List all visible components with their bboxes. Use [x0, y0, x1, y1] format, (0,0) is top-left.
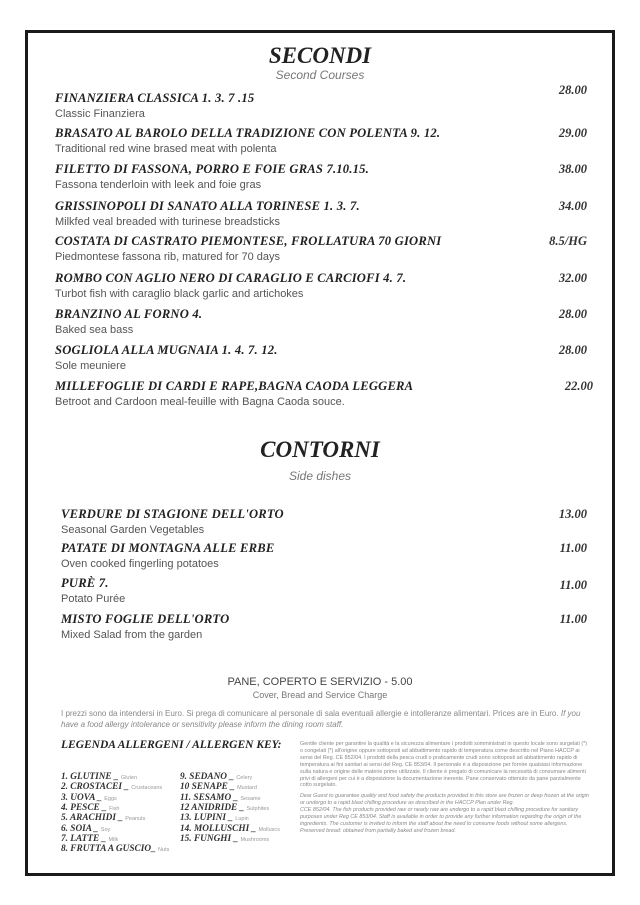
menu-item-description: Classic Finanziera: [55, 108, 145, 120]
menu-item-name: FINANZIERA CLASSICA 1. 3. 7 .15: [55, 91, 255, 105]
menu-item-description: Oven cooked fingerling potatoes: [61, 558, 219, 570]
allergen-item: [61, 824, 110, 834]
allergen-english: Sulphites: [246, 805, 270, 812]
allergen-english: Milk: [108, 836, 119, 843]
contorni-title: CONTORNI: [260, 437, 380, 462]
menu-item-price: 28.00: [558, 83, 587, 97]
menu-item-name: PURÈ 7.: [61, 576, 109, 590]
menu-item-price: 38.00: [558, 162, 587, 176]
menu-item-description: Seasonal Garden Vegetables: [61, 524, 205, 536]
menu-item-name: COSTATA DI CASTRATO PIEMONTESE, FROLLATURA 70 GIORNI: [55, 234, 442, 248]
allergen-italian: 7. LATTE _: [61, 833, 107, 844]
menu-item-description: Sole meuniere: [55, 360, 126, 372]
menu-item-description: Baked sea bass: [55, 324, 134, 336]
allergen-item: [180, 803, 269, 813]
allergen-italian: 12 ANIDRIDE _: [180, 802, 245, 813]
allergen-item: [180, 813, 249, 823]
menu-item-price: 22.00: [564, 379, 593, 393]
contorni-subtitle: Side dishes: [288, 469, 352, 483]
allergen-english: Sesame: [240, 795, 261, 802]
allergen-italian: 11. SESAMO _: [180, 792, 239, 803]
allergen-english: Mustard: [237, 785, 257, 792]
allergen-item: [61, 844, 169, 854]
allergen-english: Celery: [236, 775, 253, 781]
allergen-italian: 4. PESCE _: [61, 802, 107, 813]
allergen-item: [61, 793, 117, 803]
menu-item-price: 11.00: [559, 578, 587, 592]
allergen-italian: 5. ARACHIDI _: [61, 813, 123, 824]
allergen-item: [180, 834, 269, 844]
menu-item-name: VERDURE DI STAGIONE DELL'ORTO: [61, 507, 284, 521]
allergen-english: Lupin: [235, 816, 249, 823]
allergen-italian: 6. SOIA _: [61, 823, 99, 834]
allergen-italian: 8. FRUTTA A GUSCIO_: [61, 844, 156, 855]
menu-item-description: Betroot and Cardoon meal-feuille with Bagna Caoda souce.: [55, 396, 345, 408]
allergen-english: Crustaceans: [131, 785, 163, 792]
menu-item-description: Mixed Salad from the garden: [61, 629, 203, 641]
menu-item-price: 29.00: [558, 126, 587, 140]
menu-item-price: 8.5/HG: [549, 234, 587, 248]
menu-item-name: MILLEFOGLIE DI CARDI E RAPE,BAGNA CAODA LEGGERA: [55, 379, 414, 393]
allergen-english: Mushrooms: [240, 836, 270, 843]
allergen-item: [61, 772, 137, 782]
menu-item-description: Fassona tenderloin with leek and foie gras: [55, 179, 262, 191]
notice-italian: I prezzi sono da intendersi in Euro. Si prega di comunicare al personale di sala eventuali allergie e intolleranze alimentari. Prices are in Euro.: [61, 709, 559, 718]
allergen-english: Nuts: [158, 847, 170, 854]
menu-item-name: GRISSINOPOLI DI SANATO ALLA TORINESE 1. 3. 7.: [55, 199, 360, 213]
menu-item-price: 11.00: [559, 541, 587, 555]
menu-item-name: SOGLIOLA ALLA MUGNAIA 1. 4. 7. 12.: [55, 343, 278, 357]
allergen-legend-title: LEGENDA ALLERGENI / ALLERGEN KEY:: [61, 739, 282, 751]
allergen-english: Soy: [100, 826, 111, 833]
menu-item-description: Traditional red wine brased meat with polenta: [55, 143, 277, 155]
menu-item-name: FILETTO DI FASSONA, PORRO E FOIE GRAS 7.10.15.: [55, 162, 369, 176]
menu-item-name: PATATE DI MONTAGNA ALLE ERBE: [61, 541, 275, 555]
allergen-italian: 1. GLUTINE _: [61, 772, 119, 782]
allergen-english: Molluscs: [258, 826, 280, 833]
allergen-italian: 14. MOLLUSCHI _: [180, 823, 257, 834]
secondi-subtitle: Second Courses: [275, 68, 365, 82]
menu-item-description: Milkfed veal breaded with turinese breadsticks: [55, 216, 281, 228]
menu-item-price: 11.00: [559, 612, 587, 626]
allergen-item: [61, 813, 145, 823]
allergen-english: Eggs: [104, 795, 117, 802]
menu-item-price: 13.00: [558, 507, 587, 521]
allergen-item: [61, 834, 118, 844]
allergen-item: [180, 793, 261, 803]
allergen-italian: 15. FUNGHI _: [180, 833, 239, 844]
legal-english-1: Dear Guest to guarantee quality and food safety the products provided in this store are frozen or deep frozen at the origin or undergo to a rapid blast chilling procedure as described in the HACCP Plan under Reg.: [300, 793, 589, 807]
menu-item-price: 34.00: [558, 199, 587, 213]
allergen-italian: 13. LUPINI _: [180, 813, 233, 824]
menu-item-price: 28.00: [558, 307, 587, 321]
legal-disclaimer: [300, 741, 590, 839]
allergy-notice: [61, 709, 591, 730]
menu-item-name: MISTO FOGLIE DELL'ORTO: [61, 612, 230, 626]
notice-english: If you have a food allergy intolerance or sensitivity please inform the dining room staff.: [61, 709, 581, 729]
allergen-italian: 3. UOVA _: [61, 792, 102, 803]
menu-item-description: Piedmontese fassona rib, matured for 70 days: [55, 251, 281, 263]
menu-item-description: Turbot fish with caraglio black garlic and artichokes: [55, 288, 304, 300]
legal-italian: Gentile cliente per garantire la qualità e la sicurezza alimentare i prodotti somministrati in questo locale sono surgelati (*) o congelati (*) all'origine oppure sottoposti ad abbattimento rapido di temperatura come descritto nel Piano HACCP ai sensi del Reg. CE 852/04. I prodotti della pesca crudi o praticamente crudi sono sottoposti ad abbattimento rapido di temperatura ai fini sanitari ai sensi del Reg. CE 853/04. Il personale è a disposizione per fornire qualsiasi informazione sulla natura e origine delle materie prime utilizzate. Il cliente è pregato di comunicare la necessità di consumare alimenti privi di allergeni per cui è a disposizione la documentazione inerente. Pane conservato ottenuto da pane parzialmente cotto surgelato.: [300, 741, 588, 789]
menu-item-description: Potato Purée: [61, 593, 126, 605]
menu-item-name: ROMBO CON AGLIO NERO DI CARAGLIO E CARCIOFI 4. 7.: [55, 271, 407, 285]
allergen-item: [61, 803, 119, 813]
allergen-italian: 2. CROSTACEI _: [61, 782, 129, 793]
allergen-english: Gluten: [120, 775, 138, 781]
allergen-italian: 10 SENAPE _: [180, 782, 235, 793]
allergen-item: [180, 824, 280, 834]
secondi-title: SECONDI: [268, 43, 372, 68]
menu-item-name: BRASATO AL BAROLO DELLA TRADIZIONE CON POLENTA 9. 12.: [55, 126, 441, 140]
legal-english-2: CCE 852/04. The fish products provided raw or nearly raw are undergo to a rapid blast chilling procedure for sanitary purposes under Reg CE 853/04. Staff is available in order to provide any further information regarding the origin of the ingredients. The customer is invited to inform the staff about the need to consume foods without some allergens. Preserved bread: obtained from partially baked and frozen bread.: [300, 807, 582, 834]
allergen-english: Peanuts: [125, 816, 146, 823]
allergen-item: [180, 772, 252, 782]
menu-item-price: 28.00: [558, 343, 587, 357]
allergen-item: [61, 782, 162, 792]
cover-charge-subtitle: Cover, Bread and Service Charge: [252, 690, 388, 700]
cover-charge-title: PANE, COPERTO E SERVIZIO - 5.00: [227, 676, 413, 688]
allergen-italian: 9. SEDANO _: [180, 772, 234, 782]
menu-item-name: BRANZINO AL FORNO 4.: [55, 307, 203, 321]
menu-item-price: 32.00: [558, 271, 587, 285]
allergen-item: [180, 782, 257, 792]
allergen-english: Fish: [109, 805, 120, 812]
